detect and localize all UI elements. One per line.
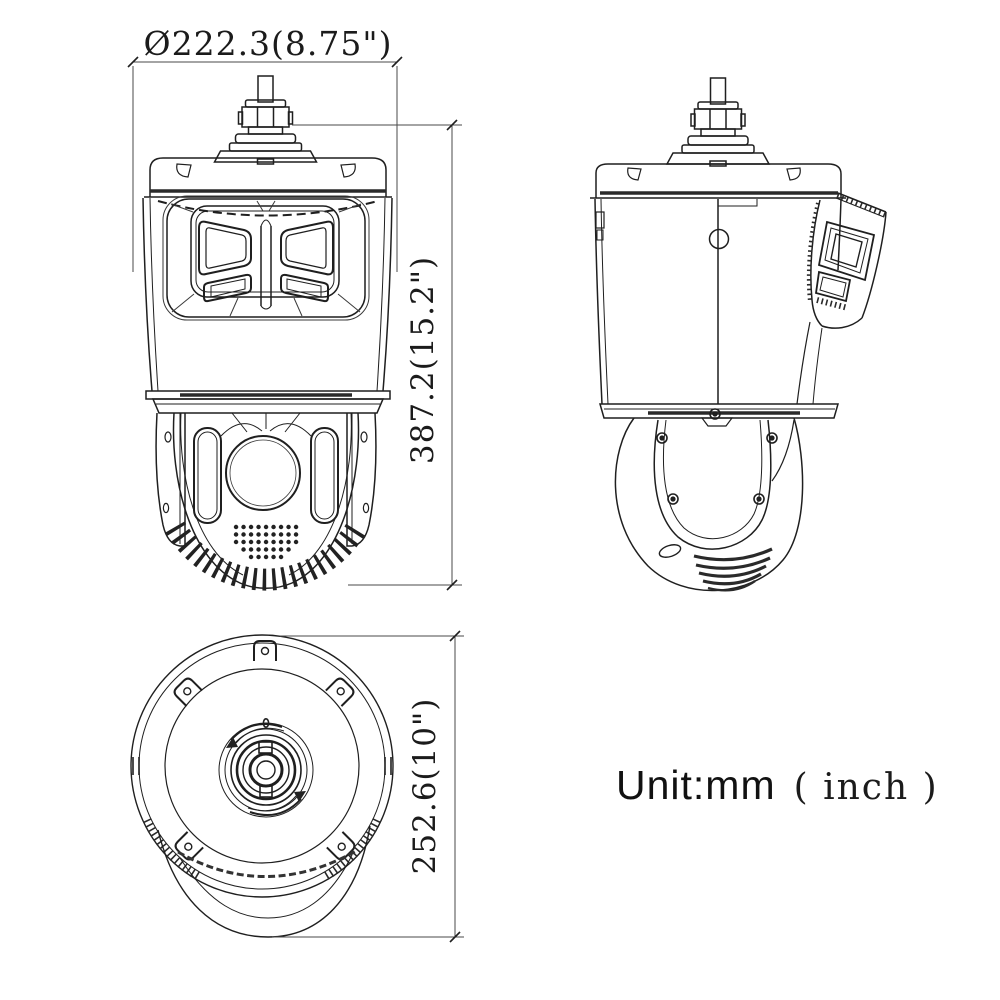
lens-bulge bbox=[158, 826, 370, 937]
hatch-left bbox=[147, 820, 198, 876]
cap-notch-right bbox=[341, 164, 355, 177]
unit-note bbox=[616, 762, 939, 808]
ptz-lens bbox=[226, 436, 300, 510]
dome-slot bbox=[658, 542, 682, 559]
speaker-holes bbox=[236, 527, 296, 557]
bottom-inner-circle bbox=[165, 669, 359, 863]
front-view bbox=[143, 76, 392, 588]
side-body-hole bbox=[710, 230, 729, 249]
module-window-upper bbox=[819, 222, 874, 280]
dome-vents bbox=[694, 549, 772, 590]
bottom-outer-circle bbox=[131, 635, 393, 897]
bottom-view bbox=[131, 635, 393, 937]
cap-notch-left bbox=[177, 164, 191, 177]
lens-bezel-outer bbox=[191, 206, 339, 297]
cap-seam bbox=[158, 201, 378, 216]
lens-window-left bbox=[199, 222, 251, 302]
mount-tab-top bbox=[254, 641, 276, 661]
dimension-label-height: 387.2(15.2") bbox=[405, 255, 441, 465]
unit-note-metric: Unit:mm bbox=[616, 762, 776, 808]
ptz-dome-side bbox=[615, 409, 802, 591]
mount-tab-upper-left bbox=[172, 676, 202, 706]
base-plate bbox=[146, 391, 390, 413]
side-view bbox=[590, 78, 886, 591]
conduit-mount-front bbox=[215, 76, 317, 164]
lens-window-right bbox=[281, 222, 333, 302]
panoramic-module-side bbox=[797, 193, 886, 404]
dome-screws bbox=[657, 409, 777, 504]
dimension-label-diameter: Ø222.3(8.75") bbox=[143, 24, 393, 63]
conduit-mount-side bbox=[667, 78, 769, 166]
unit-note-imperial: ( inch ) bbox=[793, 767, 939, 808]
panoramic-window-opening bbox=[167, 199, 365, 317]
dimension-label-bottom-height: 252.6(10") bbox=[407, 697, 443, 875]
